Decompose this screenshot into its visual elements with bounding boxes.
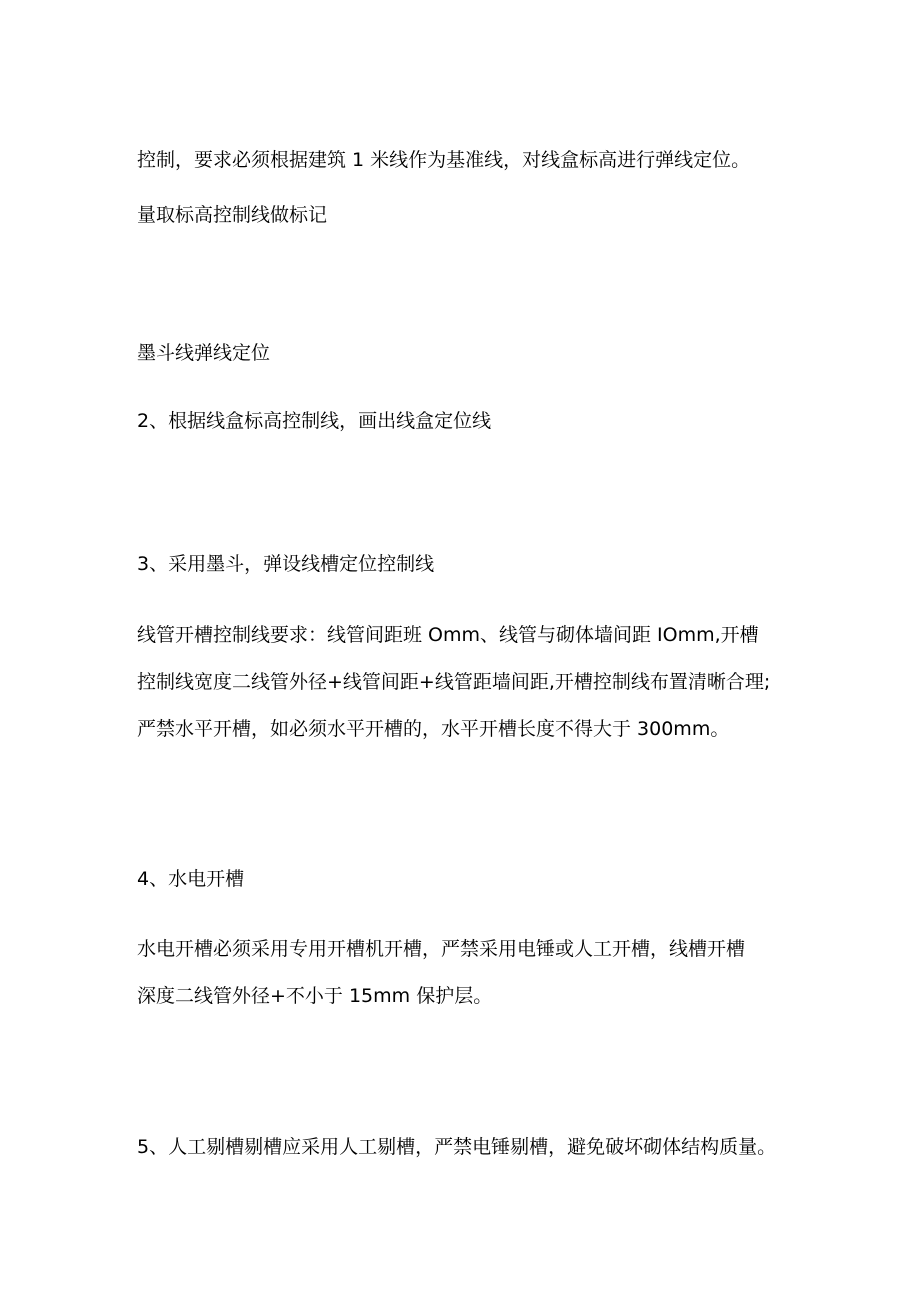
step-2-heading: 2、根据线盒标高控制线，画出线盒定位线 [137, 410, 492, 432]
step-5-heading: 5、人工剔槽剔槽应采用人工剔槽，严禁电锤剔槽，避免破坏砌体结构质量。 [137, 1136, 777, 1158]
text-line-measure-mark: 量取标高控制线做标记 [137, 204, 328, 226]
step-3-heading: 3、采用墨斗，弹设线槽定位控制线 [137, 553, 435, 575]
text-line-slotting-requirement-1: 水电开槽必须采用专用开槽机开槽，严禁采用电锤或人工开槽，线槽开槽 [137, 938, 746, 960]
text-line-conduit-requirement-2: 控制线宽度二线管外径+线管间距+线管距墙间距,开槽控制线布置清晰合理; [137, 671, 771, 693]
text-line-slotting-requirement-2: 深度二线管外径+不小于 15mm 保护层。 [137, 985, 493, 1007]
text-line-ink-line-positioning: 墨斗线弹线定位 [137, 342, 271, 364]
text-line-conduit-requirement-1: 线管开槽控制线要求：线管间距班 Omm、线管与砌体墙间距 IOmm,开槽 [137, 624, 759, 646]
step-4-heading: 4、水电开槽 [137, 868, 245, 890]
text-line-control-requirement: 控制，要求必须根据建筑 1 米线作为基准线，对线盒标高进行弹线定位。 [137, 149, 751, 171]
text-line-conduit-requirement-3: 严禁水平开槽，如必须水平开槽的，水平开槽长度不得大于 300mm。 [137, 718, 730, 740]
